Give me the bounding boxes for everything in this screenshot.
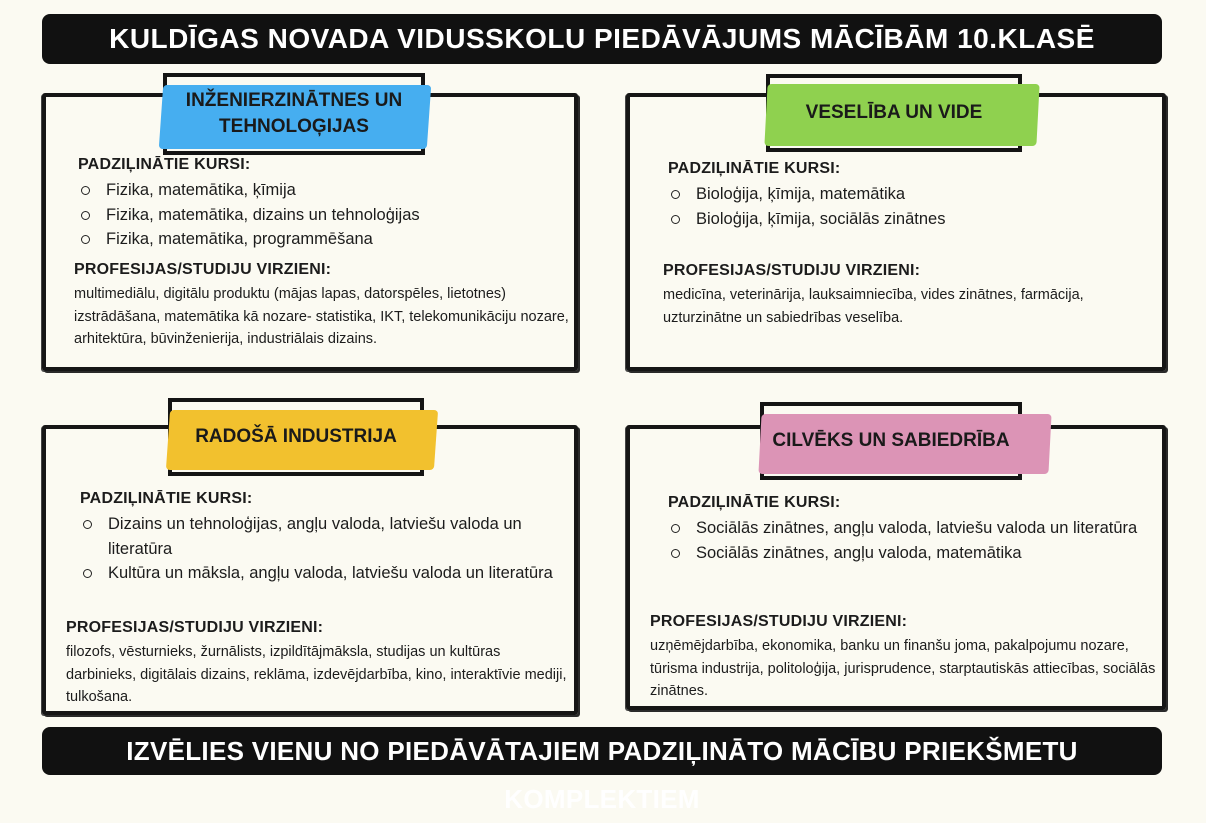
professions-heading: PROFESIJAS/STUDIJU VIRZIENI: <box>66 619 324 636</box>
section-engineering-content <box>78 156 568 252</box>
courses-heading: PADZIĻINĀTIE KURSI: <box>668 494 841 511</box>
section-society-content <box>668 494 1148 565</box>
circle-bullet-icon <box>671 190 680 199</box>
circle-bullet-icon <box>671 524 680 533</box>
professions-heading: PROFESIJAS/STUDIJU VIRZIENI: <box>663 262 921 279</box>
category-title: VESELĪBA UN VIDE <box>805 102 983 123</box>
category-tag-society <box>760 402 1022 480</box>
circle-bullet-icon <box>81 235 90 244</box>
list-item: Fizika, matemātika, dizains un tehnoloģijas <box>78 203 568 228</box>
section-creative-content <box>80 490 570 586</box>
category-tag-engineering <box>163 73 425 155</box>
list-item: Dizains un tehnoloģijas, angļu valoda, latviešu valoda un literatūra <box>80 512 570 561</box>
section-creative-professions <box>66 619 574 709</box>
circle-bullet-icon <box>81 186 90 195</box>
category-title: RADOŠĀ INDUSTRIJA <box>195 426 397 447</box>
category-title-line1: INŽENIERZINĀTNES UN <box>185 90 403 111</box>
professions-text: filozofs, vēsturnieks, žurnālists, izpildītājmāksla, studijas un kultūras darbinieks, digitālais dizains, reklāma, izdevējdarbība, kino, interaktīvie mediji, tulkošana. <box>66 644 567 705</box>
professions-heading: PROFESIJAS/STUDIJU VIRZIENI: <box>74 261 332 278</box>
circle-bullet-icon <box>83 520 92 529</box>
list-item: Sociālās zinātnes, angļu valoda, matemātika <box>668 541 1148 566</box>
header-title: KULDĪGAS NOVADA VIDUSSKOLU PIEDĀVĀJUMS MĀCĪBĀM 10.KLASĒ <box>42 14 1162 64</box>
circle-bullet-icon <box>671 215 680 224</box>
professions-heading: PROFESIJAS/STUDIJU VIRZIENI: <box>650 613 908 630</box>
list-item: Fizika, matemātika, programmēšana <box>78 227 568 252</box>
course-list <box>78 178 568 252</box>
list-item: Bioloģija, ķīmija, sociālās zinātnes <box>668 207 1148 232</box>
courses-heading: PADZIĻINĀTIE KURSI: <box>80 490 253 507</box>
section-society-professions <box>650 613 1162 703</box>
circle-bullet-icon <box>83 569 92 578</box>
category-title-line2: TEHNOLOĢIJAS <box>219 116 369 137</box>
section-health-professions <box>663 262 1153 329</box>
courses-heading: PADZIĻINĀTIE KURSI: <box>78 156 251 173</box>
footer-instruction: IZVĒLIES VIENU NO PIEDĀVĀTAJIEM PADZIĻINĀTO MĀCĪBU PRIEKŠMETU KOMPLEKTIEM <box>42 727 1162 775</box>
list-item: Sociālās zinātnes, angļu valoda, latviešu valoda un literatūra <box>668 516 1148 541</box>
course-list <box>668 516 1148 565</box>
professions-text: multimediālu, digitālu produktu (mājas lapas, datorspēles, lietotnes) izstrādāšana, matemātika kā nozare- statistika, IKT, telekomunikāciju nozare, arhitektūra, būvinženierija, industriālais dizains. <box>74 286 569 347</box>
circle-bullet-icon <box>81 211 90 220</box>
category-title: CILVĒKS UN SABIEDRĪBA <box>772 430 1010 451</box>
course-list <box>668 182 1148 231</box>
section-engineering-professions <box>74 261 570 351</box>
courses-heading: PADZIĻINĀTIE KURSI: <box>668 160 841 177</box>
category-tag-creative <box>168 398 424 476</box>
section-health-content <box>668 160 1148 231</box>
list-item: Bioloģija, ķīmija, matemātika <box>668 182 1148 207</box>
category-tag-health <box>766 74 1022 152</box>
professions-text: uzņēmējdarbība, ekonomika, banku un finanšu joma, pakalpojumu nozare, tūrisma industrija, politoloģija, jurisprudence, starptautiskās attiecības, sociālās zinātnes. <box>650 638 1156 699</box>
list-item: Kultūra un māksla, angļu valoda, latviešu valoda un literatūra <box>80 561 570 586</box>
professions-text: medicīna, veterinārija, lauksaimniecība, vides zinātnes, farmācija, uzturzinātne un sabiedrības veselība. <box>663 287 1084 326</box>
list-item: Fizika, matemātika, ķīmija <box>78 178 568 203</box>
course-list <box>80 512 570 586</box>
circle-bullet-icon <box>671 549 680 558</box>
